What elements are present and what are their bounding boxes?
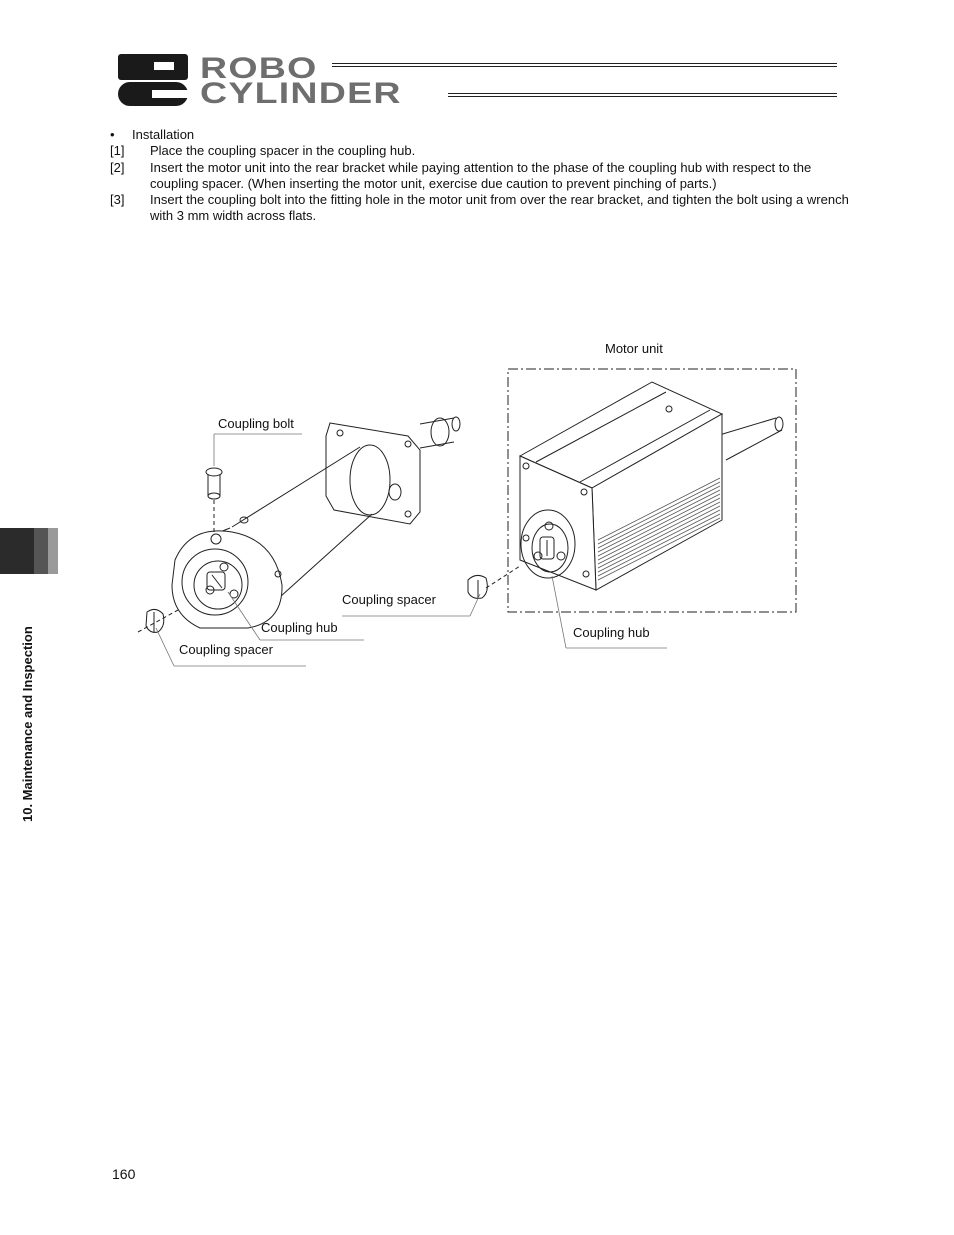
step-number: [2]	[110, 159, 125, 175]
motor-unit-drawing	[520, 382, 783, 590]
bullet-icon: •	[110, 127, 115, 142]
step-text: Place the coupling spacer in the coupling hub.	[150, 143, 416, 159]
logo-word-robo: ROBO	[200, 52, 318, 85]
label-coupling-bolt: Coupling bolt	[218, 416, 294, 431]
step-text: Insert the motor unit into the rear bracket while paying attention to the phase of the coupling hub with respect to the coupling spacer. (When inserting the motor unit, exercise due caution to prevent pinching of parts.)	[150, 159, 812, 191]
coupling-spacer-right-drawing	[468, 566, 520, 598]
logo-word-cylinder: CYLINDER	[200, 77, 402, 110]
step-number: [3]	[110, 192, 125, 208]
page-number: 160	[112, 1166, 136, 1182]
coupling-spacer-left-drawing	[138, 609, 178, 632]
coupling-bolt-drawing	[206, 468, 222, 532]
bullet-label: Installation	[132, 127, 195, 142]
step-text: Insert the coupling bolt into the fitting hole in the motor unit from over the rear bracket, and tighten the bolt using a wrench with 3 mm width across flats.	[150, 192, 849, 224]
step-number: [1]	[110, 143, 125, 159]
chapter-label: 10. Maintenance and Inspection	[20, 626, 35, 822]
label-motor-unit: Motor unit	[605, 341, 663, 356]
label-coupling-spacer-right: Coupling spacer	[342, 592, 436, 607]
label-coupling-hub-left: Coupling hub	[261, 620, 338, 635]
label-coupling-spacer-left: Coupling spacer	[179, 642, 273, 657]
label-coupling-hub-right: Coupling hub	[573, 625, 650, 640]
